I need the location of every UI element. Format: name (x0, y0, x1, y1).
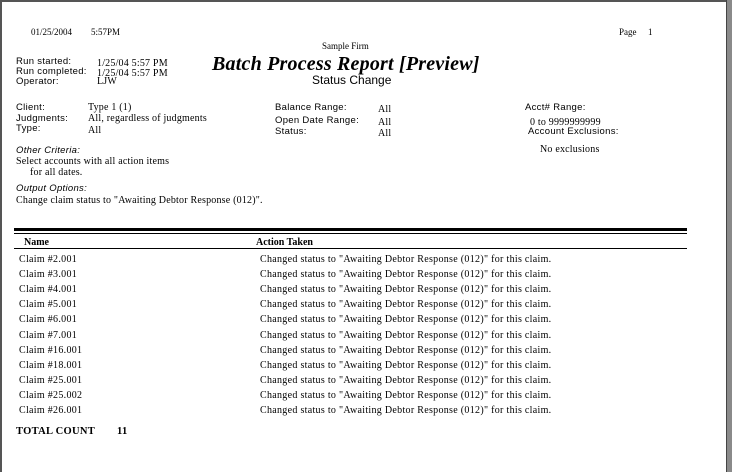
action-taken-cell: Changed status to "Awaiting Debtor Response (012)" for this claim. (260, 329, 552, 341)
action-taken-cell: Changed status to "Awaiting Debtor Response (012)" for this claim. (260, 374, 552, 386)
total-count-value: 11 (117, 426, 128, 437)
claim-name-cell: Claim #4.001 (19, 284, 78, 296)
account-exclusions-value: No exclusions (540, 144, 600, 155)
type-value: All (88, 125, 102, 136)
table-row (0, 284, 732, 299)
type-label: Type: (16, 123, 41, 134)
open-date-range-value: All (378, 117, 392, 128)
print-date: 01/25/2004 (31, 27, 73, 37)
claim-name-cell: Claim #25.002 (19, 389, 83, 401)
action-taken-cell: Changed status to "Awaiting Debtor Response (012)" for this claim. (260, 284, 552, 296)
operator-label: Operator: (16, 76, 59, 87)
table-row (0, 299, 732, 314)
table-row (0, 345, 732, 360)
action-taken-cell: Changed status to "Awaiting Debtor Response (012)" for this claim. (260, 299, 552, 311)
table-row (0, 360, 732, 375)
run-started-label: Run started: (16, 56, 72, 67)
action-taken-cell: Changed status to "Awaiting Debtor Response (012)" for this claim. (260, 269, 552, 281)
claim-name-cell: Claim #18.001 (19, 359, 83, 371)
other-criteria-line2: for all dates. (30, 167, 83, 178)
total-count-label: TOTAL COUNT (16, 426, 96, 437)
claim-name-cell: Claim #5.001 (19, 299, 78, 311)
print-time: 5:57PM (91, 27, 121, 37)
acct-range-label: Acct# Range: (525, 102, 586, 113)
acct-range-value: 0 to 9999999999 (530, 117, 601, 128)
balance-range-value: All (378, 104, 392, 115)
status-value: All (378, 128, 392, 139)
action-taken-cell: Changed status to "Awaiting Debtor Response (012)" for this claim. (260, 405, 552, 416)
action-taken-cell: Changed status to "Awaiting Debtor Response (012)" for this claim. (260, 254, 552, 265)
client-label: Client: (16, 102, 46, 113)
action-taken-cell: Changed status to "Awaiting Debtor Response (012)" for this claim. (260, 314, 552, 326)
other-criteria-label: Other Criteria: (16, 145, 81, 156)
table-row (0, 405, 732, 420)
claim-name-cell: Claim #7.001 (19, 329, 78, 341)
other-criteria-line1: Select accounts with all action items (16, 156, 170, 167)
page-label: Page (619, 27, 637, 37)
table-row (0, 254, 732, 269)
run-completed-value: 1/25/04 5:57 PM (97, 68, 168, 79)
account-exclusions-label: Account Exclusions: (528, 126, 619, 137)
open-date-range-label: Open Date Range: (275, 115, 360, 126)
run-started-value: 1/25/04 5:57 PM (97, 58, 168, 69)
table-row (0, 390, 732, 405)
page-number: 1 (648, 27, 653, 37)
judgments-value: All, regardless of judgments (88, 113, 207, 124)
table-row (0, 314, 732, 329)
section-divider-thick (14, 228, 687, 231)
column-header-name: Name (24, 237, 49, 248)
claim-name-cell: Claim #3.001 (19, 269, 78, 281)
claim-name-cell: Claim #2.001 (19, 254, 78, 265)
output-options-line1: Change claim status to "Awaiting Debtor Response (012)". (16, 195, 263, 206)
action-taken-cell: Changed status to "Awaiting Debtor Response (012)" for this claim. (260, 359, 552, 371)
report-title: Batch Process Report [Preview] (212, 53, 480, 75)
table-row (0, 269, 732, 284)
client-value: Type 1 (1) (88, 102, 132, 113)
judgments-label: Judgments: (16, 113, 69, 124)
claim-name-cell: Claim #16.001 (19, 344, 83, 356)
page-top-edge (0, 0, 732, 2)
column-header-action-taken: Action Taken (256, 237, 313, 248)
report-subtitle: Status Change (312, 73, 392, 87)
balance-range-label: Balance Range: (275, 102, 347, 113)
firm-name: Sample Firm (322, 41, 369, 51)
table-row (0, 375, 732, 390)
operator-value: LJW (97, 76, 118, 87)
claim-name-cell: Claim #6.001 (19, 314, 78, 326)
table-row (0, 330, 732, 345)
claim-name-cell: Claim #25.001 (19, 374, 83, 386)
action-taken-cell: Changed status to "Awaiting Debtor Response (012)" for this claim. (260, 344, 552, 356)
header-underline (14, 248, 687, 249)
action-taken-cell: Changed status to "Awaiting Debtor Response (012)" for this claim. (260, 389, 552, 401)
status-label: Status: (275, 126, 307, 137)
output-options-label: Output Options: (16, 183, 88, 194)
claim-name-cell: Claim #26.001 (19, 405, 83, 416)
run-completed-label: Run completed: (16, 66, 87, 77)
section-divider-thin (14, 233, 687, 234)
